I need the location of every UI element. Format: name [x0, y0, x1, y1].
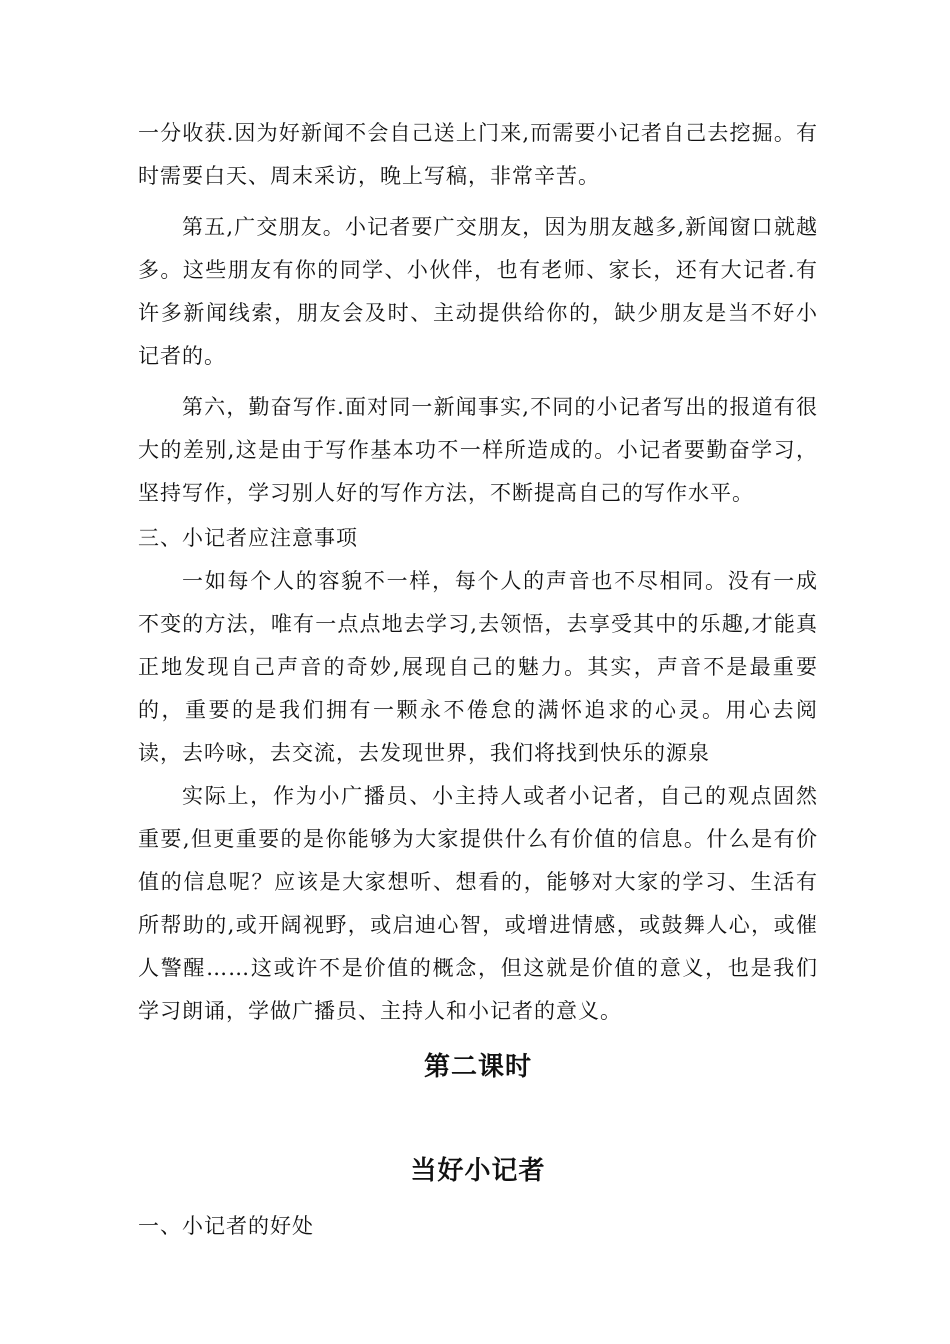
section-heading-3: 三、小记者应注意事项	[138, 526, 358, 550]
paragraph-fifth-point: 第五,广交朋友。小记者要广交朋友，因为朋友越多,新闻窗口就越多。这些朋友有你的同学、小伙伴，也有老师、家长，还有大记者.有许多新闻线索，朋友会及时、主动提供给你的，缺少朋友是当不好小记者的。	[138, 215, 818, 368]
document-page	[138, 112, 818, 1248]
paragraph-value: 实际上，作为小广播员、小主持人或者小记者，自己的观点固然重要,但更重要的是你能够为大家提供什么有价值的信息。什么是有价值的信息呢？应该是大家想听、想看的，能够对大家的学习、生活有所帮助的,或开阔视野，或启迪心智，或增进情感，或鼓舞人心，或催人警醒……这或许不是价值的概念，但这就是价值的意义，也是我们学习朗诵，学做广播员、主持人和小记者的意义。	[138, 784, 818, 1023]
paragraph-voice: 一如每个人的容貌不一样，每个人的声音也不尽相同。没有一成不变的方法，唯有一点点地去学习,去领悟，去享受其中的乐趣,才能真正地发现自己声音的奇妙,展现自己的魅力。其实，声音不是最重要的，重要的是我们拥有一颗永不倦怠的满怀追求的心灵。用心去阅读，去吟咏，去交流，去发现世界，我们将找到快乐的源泉	[138, 569, 818, 765]
lesson-subtitle: 当好小记者	[410, 1156, 546, 1186]
lesson-title: 第二课时	[423, 1052, 532, 1082]
paragraph-continued: 一分收获.因为好新闻不会自己送上门来,而需要小记者自己去挖掘。有时需要白天、周末采访，晚上写稿，非常辛苦。	[138, 121, 818, 188]
section-heading-1: 一、小记者的好处	[138, 1214, 314, 1238]
paragraph-sixth-point: 第六，勤奋写作.面对同一新闻事实,不同的小记者写出的报道有很大的差别,这是由于写作基本功不一样所造成的。小记者要勤奋学习，坚持写作，学习别人好的写作方法，不断提高自己的写作水平。	[138, 395, 818, 505]
